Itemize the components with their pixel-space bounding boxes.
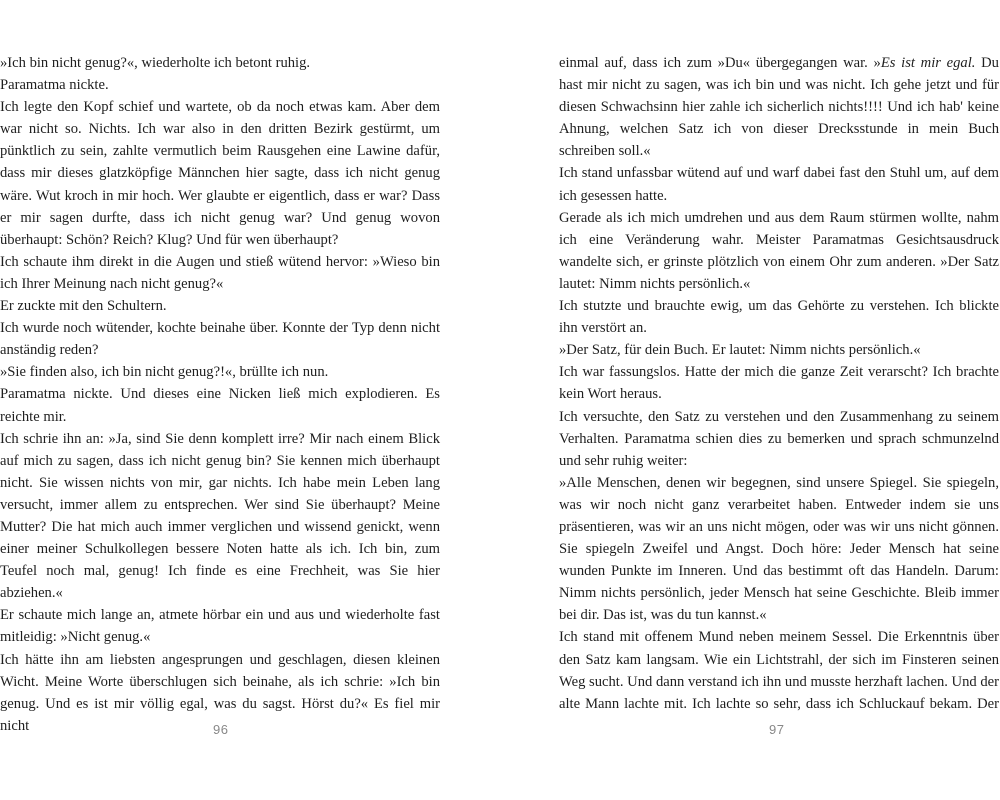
paragraph: Paramatma nickte. Und dieses eine Nicken ließ mich explodieren. Es reichte mir. — [0, 386, 440, 425]
paragraph: Gerade als ich mich umdrehen und aus dem Raum stürmen wollte, nahm ich eine Veränderung wahr. Meister Paramatmas Gesichtsausdruck wandelte sich, er grinste plötzlich von einem Ohr zum anderen. »Der Satz lautet: Nimm nichts persönlich.« — [559, 209, 999, 292]
page-number-right: 97 — [769, 722, 785, 737]
paragraph-text: Du hast mir nicht zu sagen, was ich bin und was nicht. Ich gehe jetzt und für diesen Schwachsinn hier zahle ich sicherlich nichts!!!! Und ich hab' keine Ahnung, welchen Satz ich von dieser Drecksstunde in mein Buch schreiben soll.« — [559, 55, 999, 160]
left-page-text — [0, 52, 440, 737]
paragraph: Ich versuchte, den Satz zu verstehen und den Zusammenhang zu seinem Verhalten. Paramatma schien dies zu bemerken und sprach schmunzelnd und sehr ruhig weiter: — [559, 408, 999, 469]
paragraph: »Alle Menschen, denen wir begegnen, sind unsere Spiegel. Sie spiegeln, was wir noch nicht ganz verarbeitet haben. Entweder indem sie uns präsentieren, was wir an uns nicht mögen, oder was wir uns nicht gönnen. Sie spiegeln Zweifel und Angst. Doch höre: Jeder Mensch hat seine wunden Punkte im Inneren. Und das bestimmt oft das Handeln. Darum: Nimm nichts persönlich, jeder Mensch hat seine Geschichte. Bleib immer bei dir. Das ist, was du tun kannst.« — [559, 474, 999, 624]
paragraph-with-italic — [559, 52, 999, 162]
paragraph: Ich war fassungslos. Hatte der mich die ganze Zeit verarscht? Ich brachte kein Wort heraus. — [559, 364, 999, 403]
paragraph: Ich wurde noch wütender, kochte beinahe über. Konnte der Typ denn nicht anständig reden? — [0, 320, 440, 359]
paragraph: »Sie finden also, ich bin nicht genug?!«, brüllte ich nun. — [0, 364, 329, 381]
italic-phrase: Es ist mir egal. — [880, 55, 976, 71]
paragraph: Ich schrie ihn an: »Ja, sind Sie denn komplett irre? Mir nach einem Blick auf mich zu sagen, dass ich nicht genug bin? Sie kennen mich überhaupt nicht. Sie wissen nichts von mir, gar nichts. Ich habe mein Leben lang versucht, immer allem zu entsprechen. Wer sind Sie überhaupt? Meine Mutter? Die hat mich auch immer verglichen und wissend genickt, wenn einer meiner Schulkollegen bessere Noten hatte als ich. Ich bin, zum Teufel noch mal, genug! Ich finde es eine Frechheit, was Sie hier abziehen.« — [0, 430, 440, 602]
page-number-left: 96 — [213, 722, 229, 737]
left-page — [0, 52, 440, 737]
paragraph: »Der Satz, für dein Buch. Er lautet: Nimm nichts persönlich.« — [559, 342, 921, 359]
paragraph: Ich legte den Kopf schief und wartete, ob da noch etwas kam. Aber dem war nicht so. Nichts. Ich war also in den dritten Bezirk gestürmt, um pünktlich zu sein, zahlte vermutlich beim Rausgehen eine Lawine dafür, dass mir dieses glatzköpfige Männchen hier sagte, dass ich nicht genug wäre. Wut kroch in mir hoch. Wer glaubte er eigentlich, dass er war? Dass er mir sagen durfte, dass ich nicht genug war? Und genug wovon überhaupt: Schön? Reich? Klug? Und für wen überhaupt? — [0, 99, 440, 248]
paragraph: Ich stutzte und brauchte ewig, um das Gehörte zu verstehen. Ich blickte ihn verstört an. — [559, 298, 999, 337]
right-page-text — [559, 52, 999, 715]
paragraph: Er schaute mich lange an, atmete hörbar ein und aus und wiederholte fast mitleidig: »Nicht genug.« — [0, 607, 440, 646]
right-page — [559, 52, 999, 715]
paragraph: Ich schaute ihm direkt in die Augen und stieß wütend hervor: »Wieso bin ich Ihrer Meinung nach nicht genug?« — [0, 253, 440, 292]
paragraph: Paramatma nickte. — [0, 77, 109, 94]
paragraph: »Ich bin nicht genug?«, wiederholte ich betont ruhig. — [0, 55, 311, 71]
paragraph: Ich hätte ihn am liebsten angesprungen und geschlagen, diesen kleinen Wicht. Meine Worte überschlugen sich beinahe, als ich schrie: »Ich bin genug. Und es ist mir völlig egal, was du sagst. Hörst du?« Es fiel mir nicht — [0, 651, 440, 734]
paragraph: Ich stand unfassbar wütend auf und warf dabei fast den Stuhl um, auf dem ich gesessen hatte. — [559, 165, 999, 204]
paragraph: Ich stand mit offenem Mund neben meinem Sessel. Die Erkenntnis über den Satz kam langsam. Wie ein Lichtstrahl, der sich im Finsteren seinen Weg sucht. Und dann verstand ich ihn und musste herzhaft lachen. Und der alte Mann lachte mit. Ich lachte so sehr, dass ich Schluckauf bekam. Der — [559, 629, 999, 712]
paragraph: Er zuckte mit den Schultern. — [0, 298, 167, 315]
paragraph-text: einmal auf, dass ich zum »Du« übergegangen war. » — [559, 55, 881, 71]
